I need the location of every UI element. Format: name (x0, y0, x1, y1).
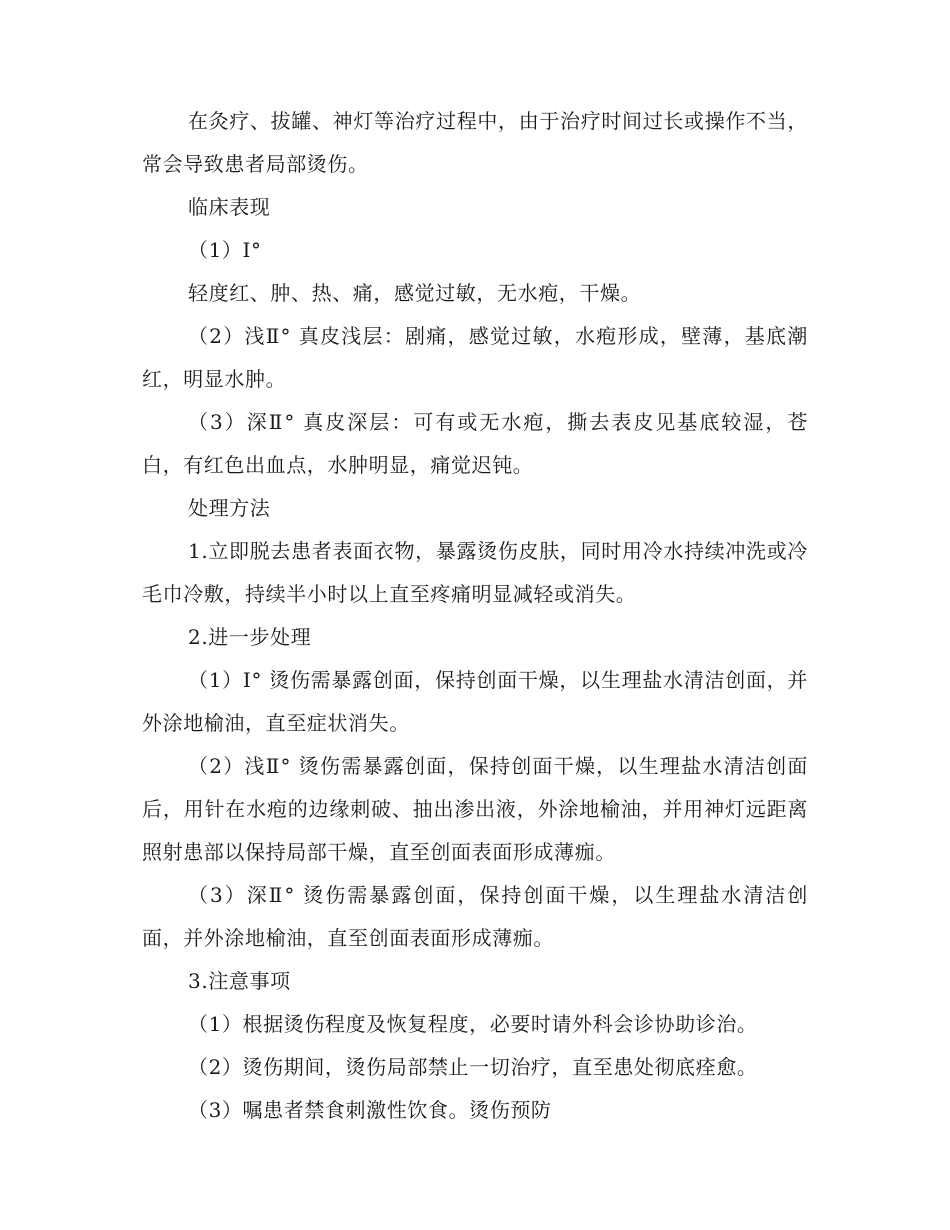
intro-paragraph: 在灸疗、拔罐、神灯等治疗过程中，由于治疗时间过长或操作不当，常会导致患者局部烫伤。 (142, 109, 808, 176)
treatment-superficial-degree-2-paragraph: （2）浅Ⅱ° 烫伤需暴露创面，保持创面干燥，以生理盐水清洁创面后，用针在水疱的边缘刺破、抽出渗出液，外涂地榆油，并用神灯远距离照射患部以保持局部干燥，直至创面表面形成薄痂。 (142, 754, 808, 864)
precautions-heading: 3.注意事项 (188, 969, 291, 993)
precaution-2-paragraph: （2）烫伤期间，烫伤局部禁止一切治疗，直至患处彻底痊愈。 (188, 1055, 758, 1079)
treatment-degree-1-paragraph: （1）Ⅰ° 烫伤需暴露创面，保持创面干燥，以生理盐水清洁创面，并外涂地榆油，直至症状消失。 (142, 668, 808, 735)
treatment-step-1-paragraph: 1.立即脱去患者表面衣物，暴露烫伤皮肤，同时用冷水持续冲洗或冷毛巾冷敷，持续半小时以上直至疼痛明显减轻或消失。 (142, 539, 808, 606)
superficial-degree-2-paragraph: （2）浅Ⅱ° 真皮浅层：剧痛，感觉过敏，水疱形成，壁薄，基底潮红，明显水肿。 (142, 324, 808, 391)
precaution-1-paragraph: （1）根据烫伤程度及恢复程度，必要时请外科会诊协助诊治。 (188, 1012, 758, 1036)
degree-1-description: 轻度红、肿、热、痛，感觉过敏，无水疱，干燥。 (188, 281, 642, 305)
degree-1-heading: （1）Ⅰ° (188, 238, 262, 262)
section-heading-clinical-manifestation: 临床表现 (188, 195, 271, 219)
treatment-deep-degree-2-paragraph: （3）深Ⅱ° 烫伤需暴露创面，保持创面干燥，以生理盐水清洁创面，并外涂地榆油，直至创面表面形成薄痂。 (142, 883, 808, 950)
precaution-3-paragraph: （3）嘱患者禁食刺激性饮食。烫伤预防 (188, 1098, 552, 1122)
deep-degree-2-paragraph: （3）深Ⅱ° 真皮深层：可有或无水疱，撕去表皮见基底较湿，苍白，有红色出血点，水肿明显，痛觉迟钝。 (142, 410, 808, 477)
document-page (142, 100, 808, 1132)
treatment-step-2-heading: 2.进一步处理 (188, 625, 312, 649)
section-heading-treatment: 处理方法 (188, 496, 271, 520)
